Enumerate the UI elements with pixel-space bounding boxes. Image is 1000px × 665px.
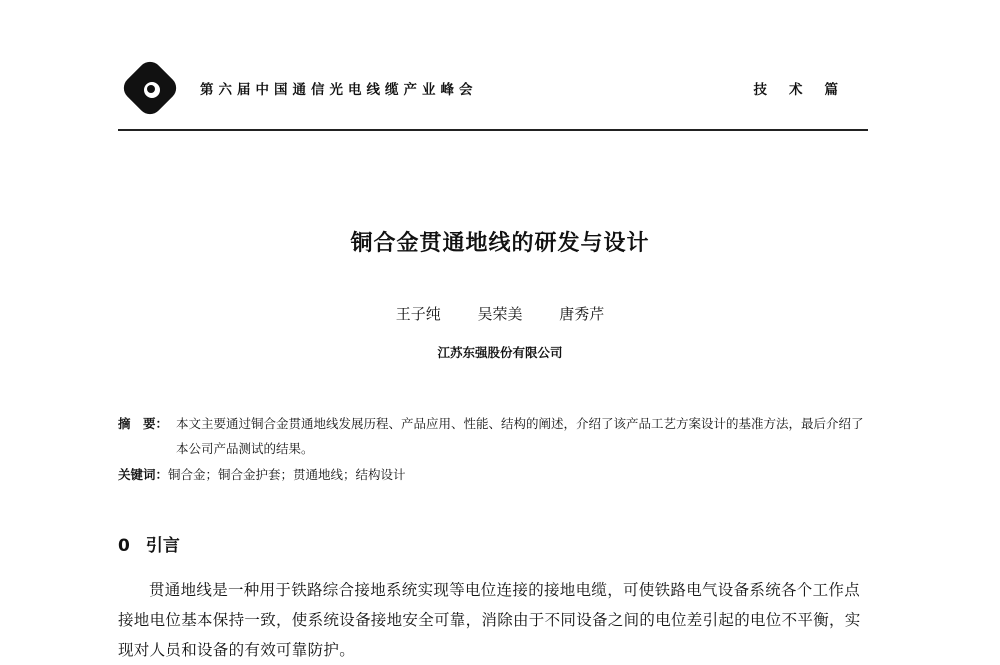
header-rule	[118, 129, 868, 131]
conference-title: 第六届中国通信光电线缆产业峰会	[200, 82, 478, 98]
abstract-text: 本文主要通过铜合金贯通地线发展历程、产品应用、性能、结构的阐述，介绍了该产品工艺方案设计的基准方法，最后介绍了本公司产品测试的结果。	[176, 416, 864, 456]
abstract-label: 摘 要：	[118, 416, 169, 431]
page-header	[118, 62, 868, 114]
logo-center-icon	[147, 85, 155, 93]
affiliation: 江苏东强股份有限公司	[437, 345, 563, 360]
body-paragraph: 贯通地线是一种用于铁路综合接地系统实现等电位连接的接地电缆，可使铁路电气设备系统各个工作点接地电位基本保持一致，使系统设备接地安全可靠，消除由于不同设备之间的电位差引起的电位不平衡，实现对人员和设备的有效可靠防护。	[118, 581, 861, 659]
section-title: 引言	[145, 536, 180, 556]
paper-title: 铜合金贯通地线的研发与设计	[350, 231, 650, 256]
section-heading	[118, 531, 180, 556]
keywords	[118, 465, 406, 483]
keywords-text: 铜合金；铜合金护套；贯通地线；结构设计	[168, 467, 406, 482]
author-name: 唐秀芹	[559, 305, 605, 323]
author-name: 吴荣美	[477, 305, 523, 323]
author-name: 王子纯	[395, 305, 441, 323]
author-list	[0, 303, 1000, 324]
abstract	[118, 411, 870, 461]
section-tag: 技术篇	[753, 82, 860, 98]
keywords-label: 关键词：	[118, 467, 169, 482]
section-number: 0	[118, 536, 130, 556]
